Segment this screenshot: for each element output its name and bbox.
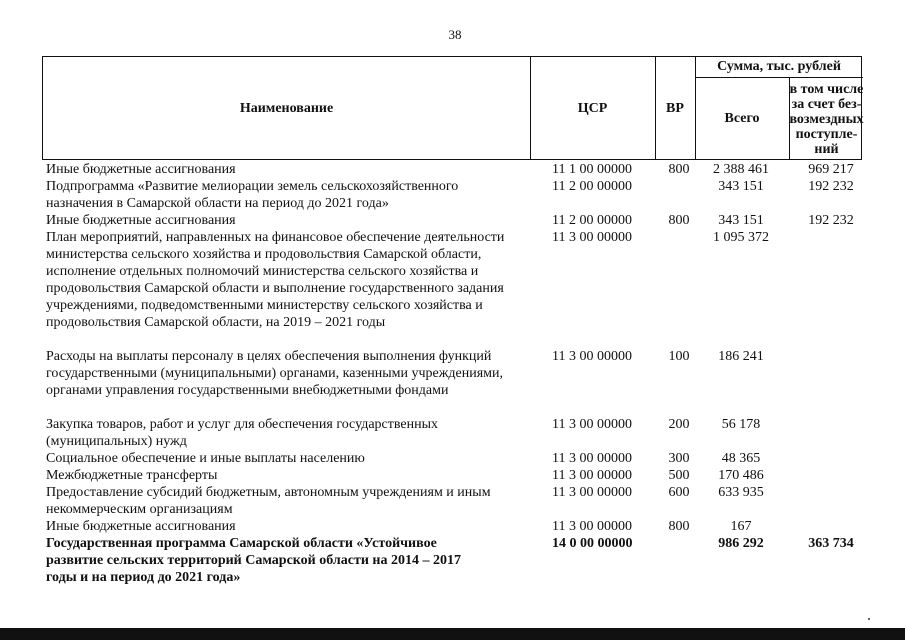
- table-header: [42, 56, 862, 160]
- row-name: Иные бюджетные ассигнования: [46, 213, 236, 228]
- row-total: 343 151: [718, 213, 764, 228]
- row-vr: 100: [668, 349, 690, 364]
- row-vr: 800: [668, 162, 690, 177]
- row-vr: 800: [668, 213, 690, 228]
- row-total: 56 178: [721, 417, 761, 432]
- header-name: Наименование: [239, 101, 334, 116]
- row-name: Иные бюджетные ассигнования: [46, 519, 236, 534]
- header-sum-group: Сумма, тыс. рублей: [717, 59, 841, 74]
- row-csr: 11 3 00 00000: [552, 485, 632, 500]
- row-total: 170 486: [718, 468, 764, 483]
- row-csr: 11 1 00 00000: [552, 162, 632, 177]
- page-number: 38: [448, 27, 462, 42]
- row-total: 633 935: [718, 485, 764, 500]
- row-total: 186 241: [718, 349, 764, 364]
- row-total: 1 095 372: [713, 230, 769, 245]
- row-incl: 192 232: [808, 179, 854, 194]
- row-csr: 11 3 00 00000: [552, 519, 632, 534]
- scan-speck: [868, 618, 870, 620]
- row-name: Межбюджетные трансферты: [46, 468, 218, 483]
- row-csr: 11 3 00 00000: [552, 468, 632, 483]
- row-total: 343 151: [718, 179, 764, 194]
- header-vr: ВР: [666, 101, 684, 116]
- row-name: Предоставление субсидий бюджетным, автономным учреждениям и иным некоммерческим организациям: [46, 485, 491, 517]
- row-name: Иные бюджетные ассигнования: [46, 162, 236, 177]
- row-csr: 14 0 00 00000: [552, 536, 633, 551]
- row-incl: 192 232: [808, 213, 854, 228]
- row-csr: 11 3 00 00000: [552, 230, 632, 245]
- row-name: Подпрограмма «Развитие мелиорации земель сельскохозяйственного назначения в Самарской области на период до 2021 года»: [46, 179, 459, 211]
- scan-edge: [0, 628, 905, 640]
- row-csr: 11 3 00 00000: [552, 417, 632, 432]
- row-vr: 300: [668, 451, 690, 466]
- row-csr: 11 3 00 00000: [552, 451, 632, 466]
- header-incl: в том числе за счет без-возмездных поступле-ний: [789, 81, 864, 157]
- row-name: Государственная программа Самарской области «Устойчивое развитие сельских территорий Самарской области на 2014 – 2017 годы и на период до 2021 года»: [46, 536, 461, 585]
- row-incl: 363 734: [808, 536, 854, 551]
- row-incl: 969 217: [808, 162, 854, 177]
- header-csr: ЦСР: [577, 101, 608, 116]
- row-vr: 800: [668, 519, 690, 534]
- row-vr: 600: [668, 485, 690, 500]
- header-total: Всего: [724, 111, 760, 126]
- row-total: 2 388 461: [713, 162, 769, 177]
- row-total: 167: [730, 519, 752, 534]
- row-name: Социальное обеспечение и иные выплаты населению: [46, 451, 365, 466]
- row-csr: 11 2 00 00000: [552, 213, 632, 228]
- row-name: План мероприятий, направленных на финансовое обеспечение деятельности министерства сельского хозяйства и продовольствия Самарской области, исполнение отдельных полномочий министерства сельского хозяйства и продовольствия Самарской области и выполнение государственного задания учреждениями, подведомственными министерству сельского хозяйства и продовольствия Самарской области, на 2019 – 2021 годы: [46, 230, 505, 330]
- row-vr: 500: [668, 468, 690, 483]
- row-total: 986 292: [718, 536, 764, 551]
- row-name: Расходы на выплаты персоналу в целях обеспечения выполнения функций государственными (муниципальными) органами, казенными учреждениями, органами управления государственными внебюджетными фондами: [46, 349, 503, 398]
- row-csr: 11 3 00 00000: [552, 349, 632, 364]
- row-total: 48 365: [721, 451, 761, 466]
- row-vr: 200: [668, 417, 690, 432]
- row-csr: 11 2 00 00000: [552, 179, 632, 194]
- row-name: Закупка товаров, работ и услуг для обеспечения государственных (муниципальных) нужд: [46, 417, 439, 449]
